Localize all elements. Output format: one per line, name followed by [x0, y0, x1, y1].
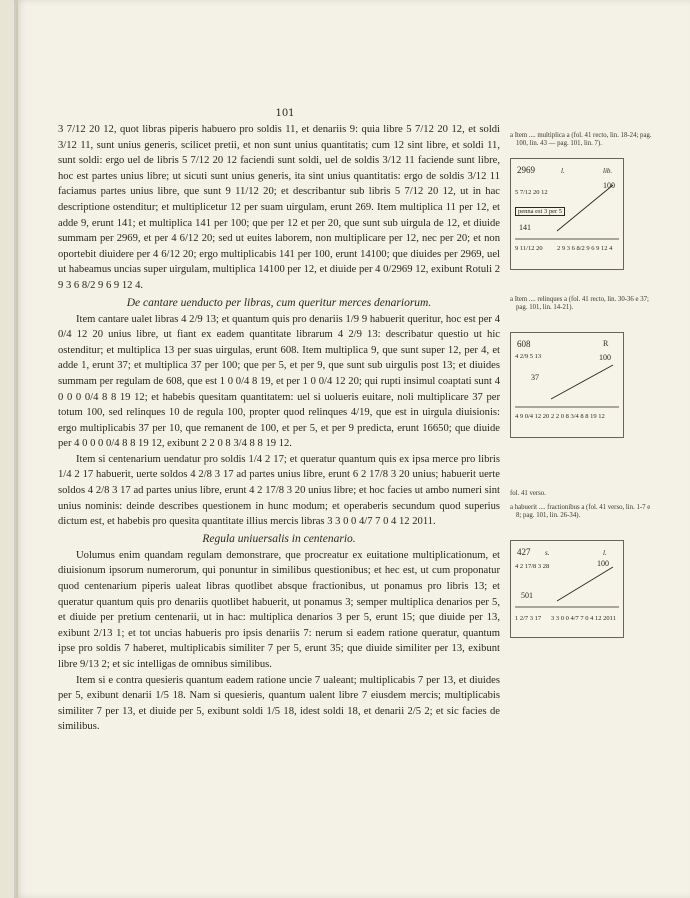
paragraph-1: 3 7/12 20 12, quot libras piperis habuero pro soldis 11, et denariis 9: quia libre 5 7/12 20 12, et soldi 3/12 11, sunt unius generis, scilicet pretii, et non sunt unius quantitatis; cum 12 sint libre, et soldi 11, sunt soldi: ergo uel de libris 5 7/12 20 12 faciendi sunt soldi, uel de soldis 3/12 11 faciende sunt libre, hoc est partes unius libre; ut sicuti sunt unius generis, ita sint unius quantitatis: ergo de soldis 3/12 11 faciamus partes unius libre, que sunt 9 11/12 20; et describantur sub libris 5 7/12 20 12, ut in hac descriptione ostenditur; et multiplicetur 12 per suam uirgulam, erunt 269. Item multiplica 11 per 12, et adde 9, erunt 141; et multiplica 141 per 100; que per 12 et per 20, que sunt sub uirgula de 12, et diuide summam per 2969, et per 4 6/12 20; sed ut euites laborem, non multiplicare per 12, nec per 20; et non oportebit diuidere per 4 6/12 20; ergo multiplicabis 141 per 100, erunt 14100; que diuides per 2969, uel ut habeamus uncias super uirgulam, multiplica 14100 per 12, et diuide per 4 0/2969 12, exibunt Rotuli 2 9 3 6 8/2 9 6 9 12 4.	[58, 124, 500, 291]
diagram-3-top-right: l.	[603, 549, 607, 557]
diagram-3-right-value: 100	[597, 559, 609, 568]
diagram-3-fraction: 4 2 17/8 3 28	[515, 563, 550, 570]
diagram-2-bottom-right: 2 2 0 8 3/4 8 8 19 12	[551, 413, 605, 420]
margin-note-4: a habuerit .... fractionibus a (fol. 41 verso, lin. 1-7 e 8; pag. 101, lin. 26-34).	[510, 504, 651, 520]
diagram-1-right-value: 100	[603, 181, 615, 190]
diagram-1-top-mid: l.	[561, 167, 565, 175]
diagram-1-bottom-left: 9 11/12 20	[515, 245, 543, 252]
margin-note-3: fol. 41 verso.	[510, 490, 546, 497]
margin-note-2: a Item .... relinques a (fol. 41 recto, lin. 30-36 e 37; pag. 101, lin. 14-21).	[510, 296, 649, 312]
diagram-3-bottom-right: 3 3 0 0 4/7 7 0 4 12 2011	[551, 615, 616, 622]
diagram-2-right-value: 100	[599, 353, 611, 362]
section-heading-1: De cantare uenducto per libras, cum queritur merces denariorum.	[126, 296, 432, 309]
diagram-2-bottom-left: 4 9 0/4 12 20	[515, 413, 550, 420]
paragraph-5: Item si e contra quesieris quantum eadem ratione uncie 7 ualeant; multiplicabis 7 per 13, et diuides per 5, exibunt denarii 1/5 18. Nam si quesieris, quantum ualent libre 7 eiusdem mercis; multiplicabis similiter 7 per 13, et diuide per 5, exibunt soldi 1/5 18, idest soldi 18, et denarii 2/5 2; et sic facies de similibus.	[58, 674, 500, 733]
diagram-1	[510, 158, 624, 270]
diagram-3-bottom-left: 1 2/7 3 17	[515, 615, 542, 622]
diagram-1-boxed-note: penna est 3 per 5	[515, 207, 565, 216]
paragraph-4: Uolumus enim quandam regulam demonstrare, que procreatur ex euitatione multiplicationum, et diuisionum ipsorum numerorum, qui ponuntur in similibus questionibus; et hec est, ut cum proponatur quod centenarium piperis ualeat libras quotlibet absque fractionibus, ut ponamus pro libris 13; et queratur quantum quis pro denariis quotlibet habuerit, ut ponamus 3; semper multiplica denarios per 5, et diuide per pretium centenarii, ut in hac: multiplica denarios 3 per 5, erunt 15; que diuide per 13, exibunt 2/13 1; et tot uncias habueris pro ipsis denariis 7: nerum si eadem ratione queratur, quantum ipse pro soldis 7 haberet, multiplicabis similiter 7 per 5, erunt 35; que diuide similiter per 13, exibunt libre 9/13 2; et sic intelligas de omnibus similibus.	[58, 549, 500, 670]
binding-gutter	[16, 0, 18, 898]
diagram-1-top-right: lib.	[603, 167, 613, 175]
paragraph-3: Item si centenarium uendatur pro soldis 1/4 2 17; et queratur quantum quis ex ipsa merce pro libris 1/4 2 17 habuerit, uerte soldos 4 2/8 3 17 ad partes unius libre, erunt 6 2 17/8 3 20 unius; habuerit uerte soldos 4 2/8 3 17 ad partes unius libre, erunt 4 2 17/8 3 20 unius libre; et hoc facies ut ambo numeri sint unius nominis: deinde describes questionem in hunc modum; et operaberis secundum quod superius dictum est, et habebis pro quesita quantitate illius mercis libras 3 3 0 0 4/7 7 0 4 12 2011.	[58, 453, 500, 528]
diagram-2	[510, 332, 624, 438]
page-number: 101	[275, 108, 295, 119]
diagram-3-top-left: 427	[517, 547, 531, 557]
diagram-3-top-mid: s.	[545, 549, 550, 557]
diagram-2-mid-left: 37	[531, 373, 539, 382]
diagram-1-mid-left: 141	[519, 223, 531, 232]
diagram-1-top-left: 2969	[517, 165, 535, 175]
diagram-2-top-right: R	[603, 339, 609, 348]
paragraph-2: Item cantare ualet libras 4 2/9 13; et quantum quis pro denariis 1/9 9 habuerit queritur, hoc est per 4 0/4 12 20 unius libre, ut fiant ex eadem quantitate librarum 4 2/9 13: describatur questio ut hic ostenditur; et multiplica 13 per suas uirgulas, erunt 608. Item multiplica 9, que sunt super 12, per 4, et adde 1, erunt 37; et multiplica 37 per 100; que per 5, et per 9, que sunt sub uirgulis post 13; et diuides summam per regulam de 608, que est 1 0 0/4 8 19, et per 1 0 0/4 12 20; qui rupti insimul coaptati sunt 4 0 0 0 0/4 8 8 19 12; et habebis quesitam quantitatem: uel si uolueris euitare, noli multiplicare 37 per totum 100, sed relinques 10 de regula 100, propter quod relinques 4/19, que est in uirgula diuisionis: ergo multiplicabis 37 per 10, que remanent de 100, et per 5, et per 9 predicta, erunt 16650; que diuide per 4 0 0 0 0/4 8 8 19 12, exibunt 2 2 0 8 3/4 8 8 19 12.	[58, 313, 500, 450]
diagram-3-mid-left: 501	[521, 591, 533, 600]
diagram-2-fraction: 4 2/9 5 13	[515, 353, 542, 360]
main-text	[58, 122, 500, 735]
diagram-1-bottom-right: 2 9 3 6 8/2 9 6 9 12 4	[557, 245, 613, 252]
diagram-3	[510, 540, 624, 638]
margin-note-1: a Item .... multiplica a (fol. 41 recto, lin. 18-24; pag. 100, lin. 43 — pag. 101, lin. 7).	[510, 132, 652, 148]
diagram-2-top-left: 608	[517, 339, 531, 349]
diagram-1-fraction: 5 7/12 20 12	[515, 189, 548, 196]
section-heading-2: Regula uniuersalis in centenario.	[202, 532, 356, 545]
